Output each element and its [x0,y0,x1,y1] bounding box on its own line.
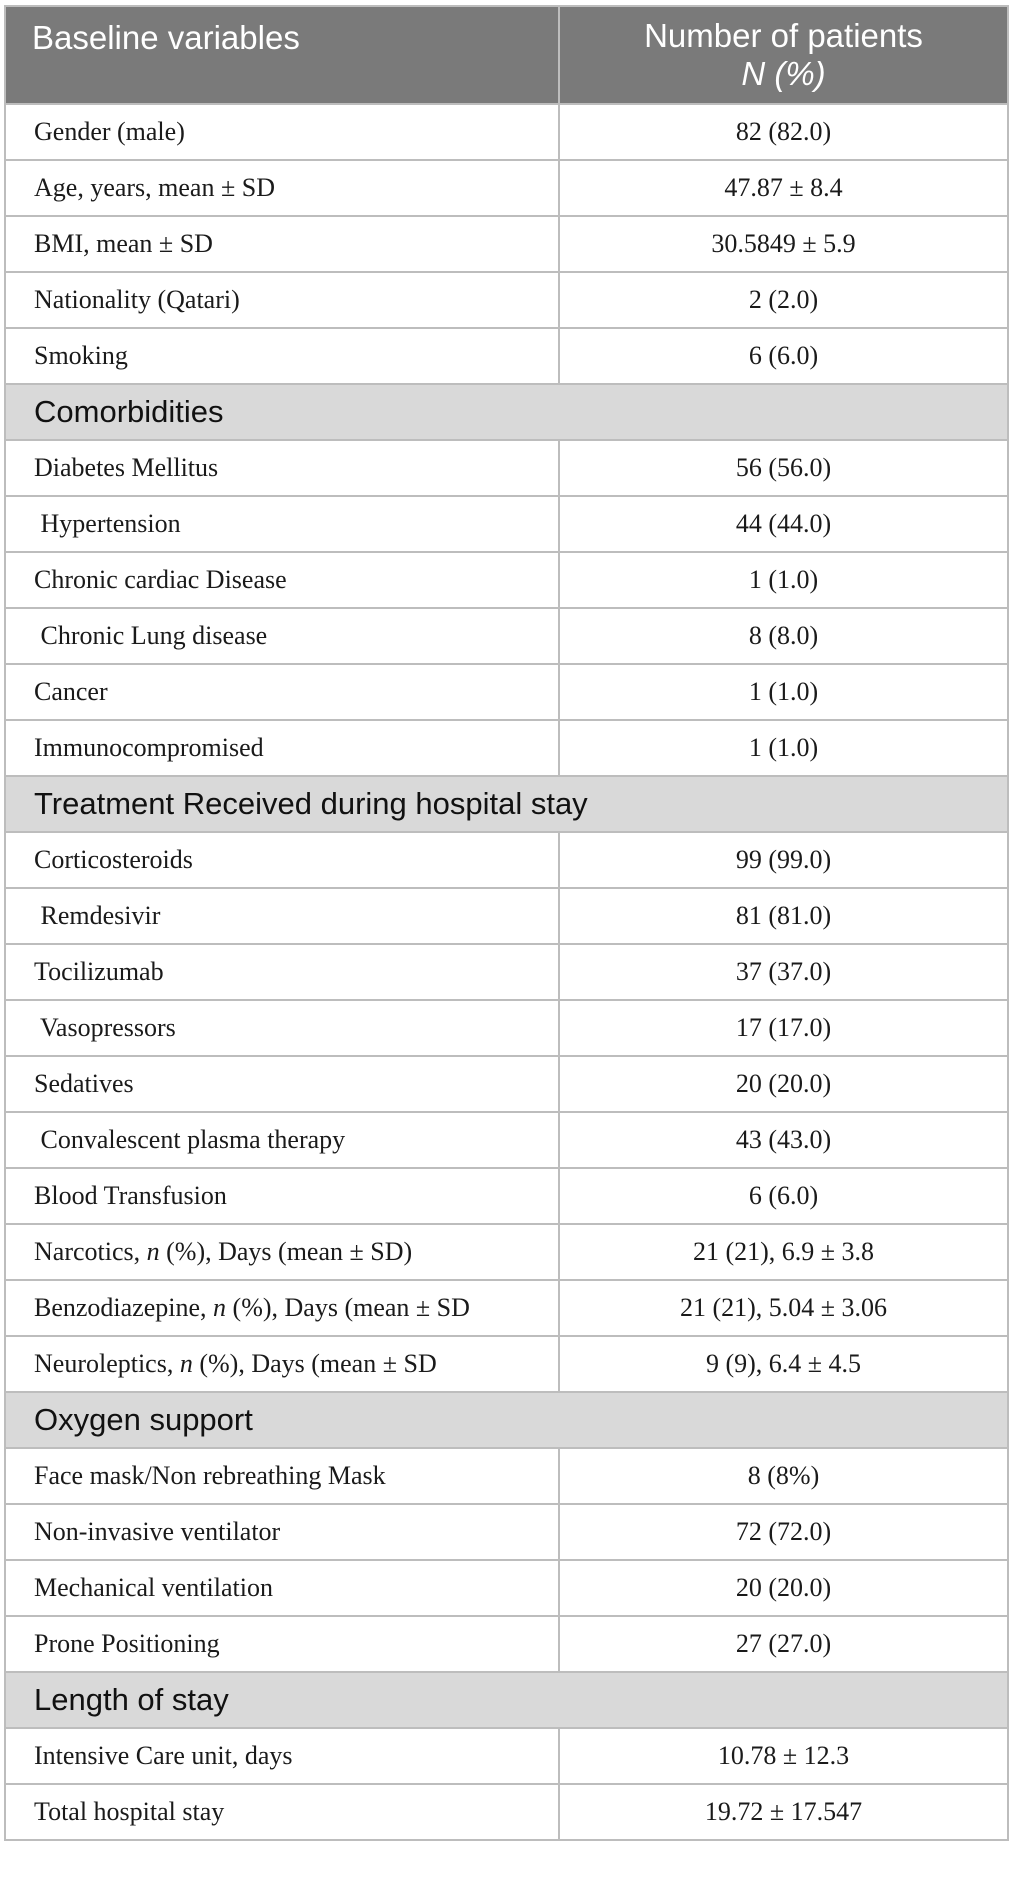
row-label: Benzodiazepine, n (%), Days (mean ± SD [5,1280,559,1336]
row-label: Immunocompromised [5,720,559,776]
row-value: 81 (81.0) [559,888,1008,944]
table-row [5,1336,1008,1392]
row-label: Age, years, mean ± SD [5,160,559,216]
table-row [5,608,1008,664]
table-row [5,888,1008,944]
row-value: 56 (56.0) [559,440,1008,496]
row-label: Gender (male) [5,104,559,160]
row-value: 17 (17.0) [559,1000,1008,1056]
table-row [5,832,1008,888]
table-row [5,1224,1008,1280]
table-row [5,1728,1008,1784]
table-row [5,720,1008,776]
table-row [5,496,1008,552]
row-value: 21 (21), 5.04 ± 3.06 [559,1280,1008,1336]
header-n-percent: N (%) [741,55,826,92]
row-label: Face mask/Non rebreathing Mask [5,1448,559,1504]
row-label: Nationality (Qatari) [5,272,559,328]
row-value: 9 (9), 6.4 ± 4.5 [559,1336,1008,1392]
table-row [5,1784,1008,1840]
section-header-row [5,776,1008,832]
table-row [5,1112,1008,1168]
table-row [5,1560,1008,1616]
row-label: Intensive Care unit, days [5,1728,559,1784]
table-row [5,1616,1008,1672]
row-label: Hypertension [5,496,559,552]
table-row [5,328,1008,384]
section-title: Oxygen support [5,1392,1008,1448]
row-label: Smoking [5,328,559,384]
row-value: 99 (99.0) [559,832,1008,888]
row-label: Total hospital stay [5,1784,559,1840]
section-header-row [5,1672,1008,1728]
table-row [5,160,1008,216]
header-row [5,6,1008,104]
row-value: 1 (1.0) [559,720,1008,776]
table-row [5,1448,1008,1504]
row-value: 8 (8.0) [559,608,1008,664]
row-value: 37 (37.0) [559,944,1008,1000]
table-row [5,440,1008,496]
row-label: Chronic cardiac Disease [5,552,559,608]
header-baseline-variables: Baseline variables [5,6,559,104]
row-label: Blood Transfusion [5,1168,559,1224]
table-row [5,1280,1008,1336]
table-row [5,104,1008,160]
row-label: Sedatives [5,1056,559,1112]
row-value: 44 (44.0) [559,496,1008,552]
table-row [5,552,1008,608]
table-row [5,664,1008,720]
row-value: 6 (6.0) [559,1168,1008,1224]
table-row [5,1504,1008,1560]
section-header-row [5,384,1008,440]
row-value: 1 (1.0) [559,552,1008,608]
row-value: 30.5849 ± 5.9 [559,216,1008,272]
table-row [5,1168,1008,1224]
table-row [5,1000,1008,1056]
row-label: Corticosteroids [5,832,559,888]
row-label: Cancer [5,664,559,720]
section-title: Treatment Received during hospital stay [5,776,1008,832]
row-value: 72 (72.0) [559,1504,1008,1560]
row-value: 20 (20.0) [559,1056,1008,1112]
table-row [5,1056,1008,1112]
row-label: Prone Positioning [5,1616,559,1672]
baseline-table [4,5,1009,1841]
table-row [5,216,1008,272]
row-value: 8 (8%) [559,1448,1008,1504]
row-label: Tocilizumab [5,944,559,1000]
row-value: 82 (82.0) [559,104,1008,160]
row-value: 1 (1.0) [559,664,1008,720]
row-label: Diabetes Mellitus [5,440,559,496]
row-value: 21 (21), 6.9 ± 3.8 [559,1224,1008,1280]
section-title: Length of stay [5,1672,1008,1728]
section-title: Comorbidities [5,384,1008,440]
table-row [5,272,1008,328]
row-label: Chronic Lung disease [5,608,559,664]
row-value: 43 (43.0) [559,1112,1008,1168]
row-value: 10.78 ± 12.3 [559,1728,1008,1784]
row-value: 6 (6.0) [559,328,1008,384]
row-label: Remdesivir [5,888,559,944]
table-body [5,104,1008,1840]
row-value: 20 (20.0) [559,1560,1008,1616]
row-label: Non-invasive ventilator [5,1504,559,1560]
row-label: Neuroleptics, n (%), Days (mean ± SD [5,1336,559,1392]
row-value: 19.72 ± 17.547 [559,1784,1008,1840]
row-label: BMI, mean ± SD [5,216,559,272]
row-label: Narcotics, n (%), Days (mean ± SD) [5,1224,559,1280]
row-label: Mechanical ventilation [5,1560,559,1616]
row-label: Vasopressors [5,1000,559,1056]
row-label: Convalescent plasma therapy [5,1112,559,1168]
row-value: 2 (2.0) [559,272,1008,328]
row-value: 47.87 ± 8.4 [559,160,1008,216]
header-number-of-patients [559,6,1008,104]
table-row [5,944,1008,1000]
row-value: 27 (27.0) [559,1616,1008,1672]
section-header-row [5,1392,1008,1448]
header-number-label: Number of patients [644,17,923,54]
